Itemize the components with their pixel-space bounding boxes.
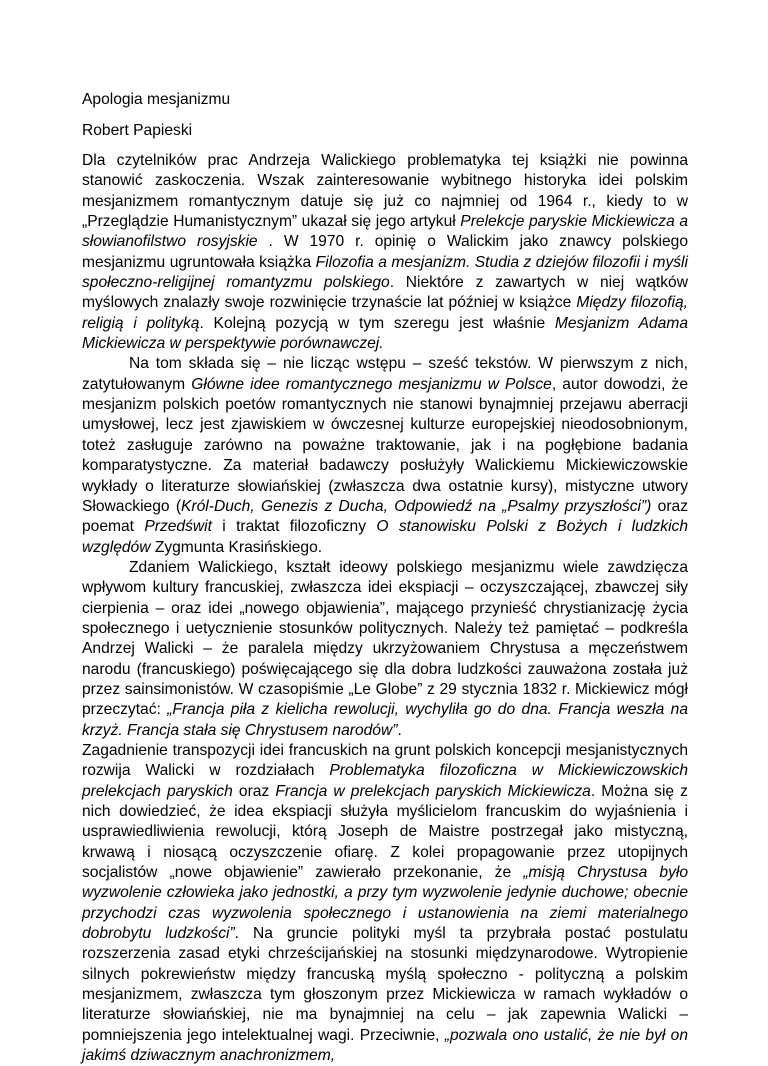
text-run: .: [397, 721, 402, 739]
italic-text-run: „pozwala ono ustalić, że nie był on jakimś dziwacznym anachronizmem,: [82, 1026, 688, 1065]
text-run: Zagadnienie transpozycji idei francuskich na grunt polskich koncepcji mesjanistycznych rozwija Walicki w rozdziałach: [82, 741, 688, 780]
italic-text-run: „misją Chrystusa było wyzwolenie człowieka jako jednostki, a przy tym wyzwolenie jedynie duchowe; obecnie przychodzi czas wyzwolenia społecznego i ustanowienia na ziemi materialnego dobrobytu ludzkości”: [82, 864, 689, 943]
text-run: oraz poemat: [82, 497, 688, 536]
paragraph: [82, 741, 688, 1066]
italic-text-run: Mesjanizm Adama Mickiewicza w perspektywie porównawczej.: [82, 314, 688, 353]
italic-text-run: Problematyka filozoficzna w Mickiewiczowskich prelekcjach paryskich: [82, 762, 689, 800]
italic-text-run: Francja w prelekcjach paryskich Mickiewicza: [275, 782, 591, 800]
document-body: [82, 151, 688, 1066]
paragraph: [82, 354, 688, 557]
document-title: Apologia mesjanizmu: [82, 91, 231, 108]
italic-text-run: Przedświt: [144, 518, 212, 536]
italic-text-run: Między filozofią, religią i polityką: [82, 294, 688, 332]
text-run: Zygmunta Krasińskiego.: [150, 538, 323, 556]
text-run: Na tom składa się – nie licząc wstępu – sześć tekstów. W pierwszym z nich, zatytułowanym: [82, 355, 688, 393]
text-run: Zdaniem Walickiego, kształt ideowy polskiego mesjanizmu wiele zawdzięcza wpływom kultury francuskiej, zwłaszcza idei ekspiacji – oczyszczającej, zbawczej siły cierpienia – oraz idei „nowego objawienia”, mającego przynieść chrystianizację życia społecznego i uetycznienie stosunków politycznych. Należy też pamiętać – podkreśla Andrzej Walicki – że paralela między ukrzyżowaniem Chrystusa a męczeństwem narodu (francuskiego) poświęcającego się dla dobra ludzkości zauważona została już przez sainsimonistów. W czasopiśmie „Le Globe” z 29 stycznia 1832 r. Mickiewicz mógł przeczytać:: [82, 558, 688, 719]
text-run: . Można się z nich dowiedzieć, że idea ekspiacji służyła myślicielom francuskim do wyjaśnienia i usprawiedliwienia rewolucji, którą Joseph de Maistre postrzegał jako mistyczną, krwawą i niosącą oczyszczenie ofiarę. Z kolei propagowanie przez utopijnych socjalistów „nowe objawienie” zawierało przekonanie, że: [82, 782, 688, 882]
text-run: . Niektóre z zawartych w niej wątków myślowych znalazły swoje rozwinięcie trzynaście lat później w książce: [82, 274, 688, 312]
paragraph: [82, 558, 688, 741]
text-run: Dla czytelników prac Andrzeja Walickiego problematyka tej książki nie powinna stanowić zaskoczenia. Wszak zainteresowanie wybitnego historyka idei polskim mesjanizmem romantycznym datuje się już co najmniej od 1964 r., kiedy to w „Przeglądzie Humanistycznym” ukazał się jego artykuł: [82, 152, 688, 231]
italic-text-run: Główne idee romantycznego mesjanizmu w Polsce: [191, 375, 552, 393]
italic-text-run: Król-Duch, Genezis z Ducha, Odpowiedź na „Psalmy przyszłości”): [181, 497, 652, 515]
italic-text-run: Filozofia a mesjanizm. Studia z dziejów filozofii i myśli społeczno-religijnej romantyzmu polskiego: [82, 253, 688, 292]
italic-text-run: O stanowisku Polski z Bożych i ludzkich względów: [82, 518, 689, 556]
text-run: oraz: [232, 782, 276, 800]
italic-text-run: Prelekcje paryskie Mickiewicza a słowianofilstwo rosyjskie: [82, 213, 688, 251]
document-author: Robert Papieski: [82, 122, 193, 139]
text-run: i traktat filozoficzny: [211, 518, 377, 536]
paragraph: [82, 151, 688, 354]
text-run: , autor dowodzi, że mesjanizm polskich poetów romantycznych nie stanowi bynajmniej przejawu aberracji umysłowej, lecz jest zjawiskiem w ówczesnej kulturze europejskiej nieodosobnionym, toteż zasługuje zarówno na poważne traktowanie, jak i na pogłębione badania komparatystyczne. Za materiał badawczy posłużyły Walickiemu Mickiewiczowskie wykłady o literaturze słowiańskiej (zwłaszcza dwa ostatnie kursy), mistyczne utwory Słowackiego (: [82, 375, 688, 515]
italic-text-run: „Francja piła z kielicha rewolucji, wychyliła go do dna. Francja weszła na krzyż. Francja stała się Chrystusem narodów”: [82, 701, 688, 739]
text-run: . Na gruncie polityki myśl ta przybrała postać postulatu rozszerzenia zasad etyki chrześcijańskiej na stosunki międzynarodowe. Wytropienie silnych pokrewieństw między francuską myślą społeczno - polityczną a polskim mesjanizmem, zwłaszcza tym głoszonym przez Mickiewicza w ramach wykładów o literaturze słowiańskiej, nie ma bynajmniej na celu – jak zapewnia Walicki – pomniejszenia jego intelektualnej wagi. Przeciwnie,: [82, 925, 688, 1044]
text-run: . Kolejną pozycją w tym szeregu jest właśnie: [199, 314, 555, 332]
text-run: . W 1970 r. opinię o Walickim jako znawcy polskiego mesjanizmu ugruntowała książka: [82, 233, 688, 271]
